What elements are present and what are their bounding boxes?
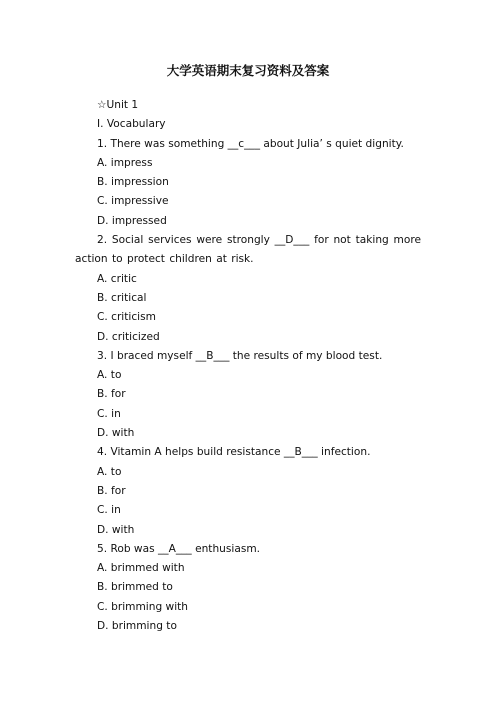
question-5 <box>75 540 421 636</box>
option-d: D. with <box>97 427 135 440</box>
option-b: B. impression <box>97 176 169 189</box>
option-d: D. impressed <box>97 214 167 227</box>
option-b: B. critical <box>97 291 147 304</box>
option-b: B. for <box>97 388 126 401</box>
question-4 <box>75 443 421 539</box>
option-d: D. brimming to <box>97 620 177 633</box>
document-title: 大学英语期末复习资料及答案 <box>166 63 330 78</box>
question-3 <box>75 347 421 443</box>
option-a: A. impress <box>97 156 153 169</box>
option-b: B. brimmed to <box>97 581 173 594</box>
option-d: D. criticized <box>97 330 160 343</box>
question-stem: 2. Social services were strongly __D___ for not taking more action to protect children at risk. <box>75 234 421 266</box>
document-body <box>75 96 421 636</box>
question-stem: 1. There was something __c___ about Julia’ s quiet dignity. <box>97 137 404 150</box>
option-a: A. to <box>97 465 122 478</box>
option-a: A. brimmed with <box>97 562 185 575</box>
unit-heading: ☆Unit 1 <box>97 99 139 111</box>
question-stem: 4. Vitamin A helps build resistance __B___ infection. <box>97 446 371 459</box>
option-b: B. for <box>97 484 126 497</box>
question-stem: 3. I braced myself __B___ the results of my blood test. <box>97 349 383 362</box>
option-a: A. to <box>97 369 122 382</box>
section-heading: I. Vocabulary <box>97 118 166 131</box>
option-a: A. critic <box>97 272 137 285</box>
option-c: C. brimming with <box>97 600 189 613</box>
option-c: C. impressive <box>97 195 169 208</box>
question-2 <box>75 231 421 347</box>
question-1 <box>75 135 421 231</box>
option-c: C. criticism <box>97 311 156 324</box>
option-c: C. in <box>97 407 121 420</box>
question-stem: 5. Rob was __A___ enthusiasm. <box>97 542 261 555</box>
option-d: D. with <box>97 523 135 536</box>
option-c: C. in <box>97 504 121 517</box>
